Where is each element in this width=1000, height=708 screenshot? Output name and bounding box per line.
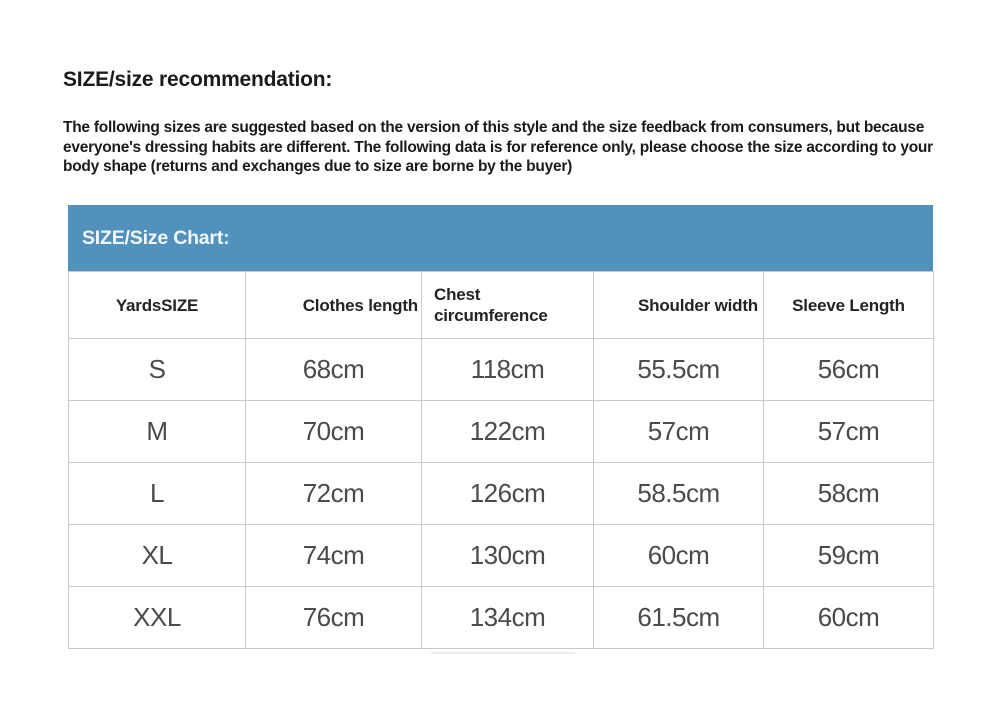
size-chart-table [68,271,934,649]
table-header-row [69,272,934,339]
cell-clothes-length: 70cm [246,401,422,463]
column-header-clothes-length: Clothes length [246,272,422,339]
cell-shoulder-width: 60cm [594,525,764,587]
cell-chest-circumference: 134cm [422,587,594,649]
size-chart-header-label: SIZE/Size Chart: [82,226,230,249]
cell-chest-circumference: 118cm [422,339,594,401]
size-chart-header-bar [68,205,933,271]
cell-clothes-length: 76cm [246,587,422,649]
cell-sleeve-length: 59cm [764,525,934,587]
bottom-divider [431,652,575,654]
column-header-chest-circumference: Chest circumference [422,272,594,339]
cell-shoulder-width: 57cm [594,401,764,463]
cell-clothes-length: 68cm [246,339,422,401]
cell-sleeve-length: 60cm [764,587,934,649]
cell-sleeve-length: 57cm [764,401,934,463]
cell-size: XXL [69,587,246,649]
cell-shoulder-width: 55.5cm [594,339,764,401]
column-header-shoulder-width: Shoulder width [594,272,764,339]
cell-clothes-length: 74cm [246,525,422,587]
cell-sleeve-length: 58cm [764,463,934,525]
table-row-m [69,401,934,463]
table-row-l [69,463,934,525]
cell-size: M [69,401,246,463]
cell-size: L [69,463,246,525]
cell-sleeve-length: 56cm [764,339,934,401]
table-row-xl [69,525,934,587]
cell-chest-circumference: 130cm [422,525,594,587]
cell-shoulder-width: 58.5cm [594,463,764,525]
cell-clothes-length: 72cm [246,463,422,525]
column-header-yards-size: YardsSIZE [69,272,246,339]
cell-chest-circumference: 126cm [422,463,594,525]
cell-shoulder-width: 61.5cm [594,587,764,649]
cell-size: S [69,339,246,401]
page-title: SIZE/size recommendation: [63,68,333,91]
table-row-xxl [69,587,934,649]
size-description-text: The following sizes are suggested based on the version of this style and the size feedback from consumers, but because everyone's dressing habits are different. The following data is for reference only, please choose the size according to your body shape (returns and exchanges due to size are borne by the buyer) [63,119,933,175]
cell-chest-circumference: 122cm [422,401,594,463]
table-row-s [69,339,934,401]
column-header-sleeve-length: Sleeve Length [764,272,934,339]
cell-size: XL [69,525,246,587]
